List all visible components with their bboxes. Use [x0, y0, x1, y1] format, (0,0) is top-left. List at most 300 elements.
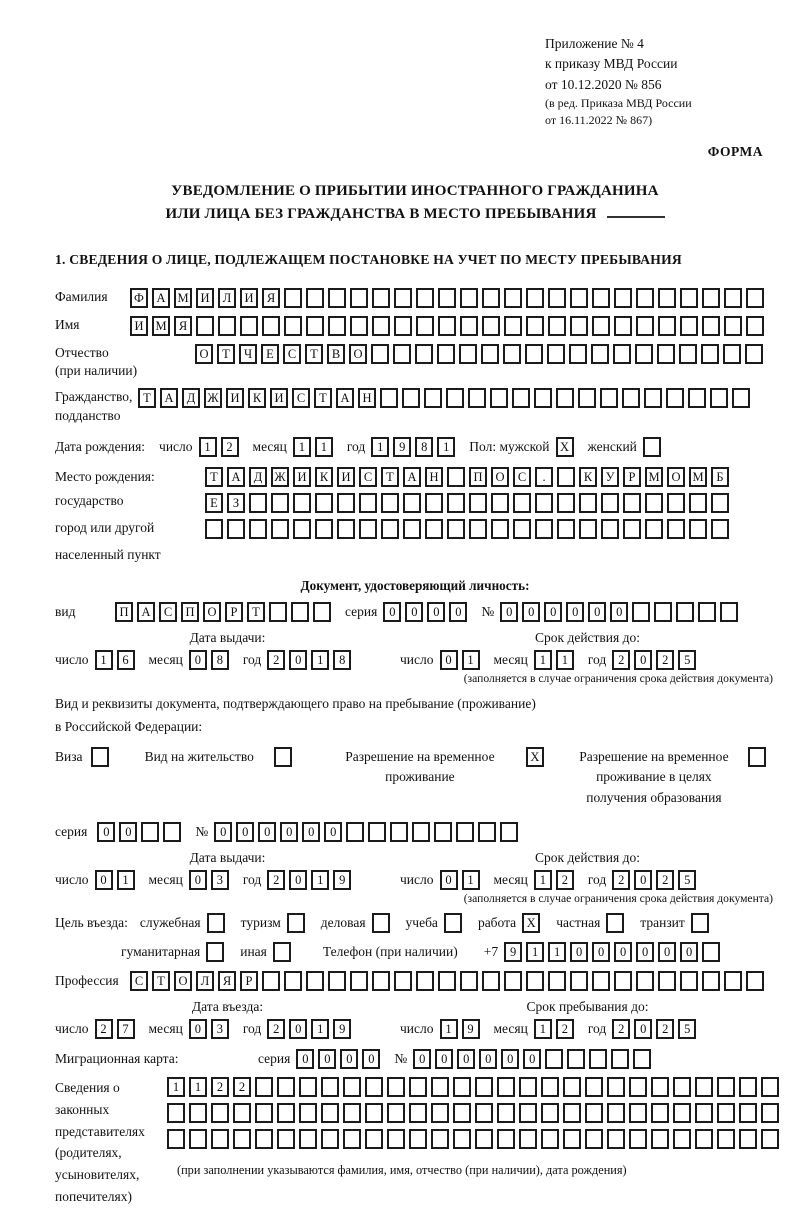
form-cell[interactable] [359, 493, 377, 513]
form-cell[interactable] [491, 519, 509, 539]
form-cell[interactable]: 0 [296, 1049, 314, 1069]
form-cell[interactable] [658, 971, 676, 991]
form-cell[interactable] [337, 493, 355, 513]
form-cell[interactable] [346, 822, 364, 842]
form-cell[interactable] [227, 519, 245, 539]
form-cell[interactable] [287, 913, 305, 933]
form-cell[interactable] [453, 1103, 471, 1123]
form-cell[interactable] [372, 316, 390, 336]
form-cell[interactable] [211, 1129, 229, 1149]
form-cell[interactable] [689, 493, 707, 513]
form-cell[interactable]: О [491, 467, 509, 487]
form-cell[interactable] [390, 822, 408, 842]
form-cell[interactable] [563, 1077, 581, 1097]
form-cell[interactable]: 0 [658, 942, 676, 962]
form-cell[interactable] [636, 971, 654, 991]
form-cell[interactable] [478, 822, 496, 842]
form-cell[interactable]: 1 [534, 650, 552, 670]
form-cell[interactable] [365, 1129, 383, 1149]
form-cell[interactable]: 1 [189, 1077, 207, 1097]
form-cell[interactable] [497, 1129, 515, 1149]
form-cell[interactable] [387, 1077, 405, 1097]
form-cell[interactable] [570, 971, 588, 991]
form-cell[interactable] [415, 344, 433, 364]
form-cell[interactable] [607, 1103, 625, 1123]
form-cell[interactable] [739, 1129, 757, 1149]
form-cell[interactable] [513, 519, 531, 539]
form-cell[interactable] [218, 316, 236, 336]
form-cell[interactable] [657, 344, 675, 364]
form-cell[interactable] [337, 519, 355, 539]
form-cell[interactable]: Р [240, 971, 258, 991]
form-cell[interactable] [563, 1103, 581, 1123]
form-cell[interactable]: И [226, 388, 244, 408]
form-cell[interactable] [739, 1077, 757, 1097]
form-cell[interactable]: 0 [318, 1049, 336, 1069]
form-cell[interactable] [724, 288, 742, 308]
form-cell[interactable] [274, 747, 292, 767]
form-cell[interactable] [321, 1129, 339, 1149]
form-cell[interactable] [614, 288, 632, 308]
form-cell[interactable]: 0 [289, 1019, 307, 1039]
form-cell[interactable]: 0 [479, 1049, 497, 1069]
form-cell[interactable] [469, 493, 487, 513]
form-cell[interactable]: Д [249, 467, 267, 487]
form-cell[interactable]: Р [225, 602, 243, 622]
form-cell[interactable]: К [248, 388, 266, 408]
form-cell[interactable]: 5 [678, 1019, 696, 1039]
form-cell[interactable]: 1 [293, 437, 311, 457]
form-cell[interactable]: 0 [405, 602, 423, 622]
form-cell[interactable] [548, 288, 566, 308]
form-cell[interactable] [613, 344, 631, 364]
form-cell[interactable] [313, 602, 331, 622]
form-cell[interactable] [717, 1077, 735, 1097]
form-cell[interactable] [633, 1049, 651, 1069]
form-cell[interactable] [315, 493, 333, 513]
form-cell[interactable] [658, 288, 676, 308]
form-cell[interactable]: 0 [214, 822, 232, 842]
form-cell[interactable]: 0 [570, 942, 588, 962]
form-cell[interactable]: 6 [117, 650, 135, 670]
form-cell[interactable]: У [601, 467, 619, 487]
form-cell[interactable] [444, 913, 462, 933]
form-cell[interactable] [271, 519, 289, 539]
form-cell[interactable] [545, 1049, 563, 1069]
form-cell[interactable] [673, 1077, 691, 1097]
form-cell[interactable]: Е [205, 493, 223, 513]
form-cell[interactable] [189, 1129, 207, 1149]
form-cell[interactable]: 2 [656, 1019, 674, 1039]
form-cell[interactable] [233, 1129, 251, 1149]
form-cell[interactable] [636, 288, 654, 308]
form-cell[interactable] [614, 971, 632, 991]
form-cell[interactable]: И [240, 288, 258, 308]
form-cell[interactable] [651, 1103, 669, 1123]
form-cell[interactable] [481, 344, 499, 364]
form-cell[interactable]: 0 [636, 942, 654, 962]
form-cell[interactable] [393, 344, 411, 364]
form-cell[interactable]: 1 [534, 870, 552, 890]
form-cell[interactable] [698, 602, 716, 622]
form-cell[interactable]: Т [305, 344, 323, 364]
form-cell[interactable] [601, 519, 619, 539]
form-cell[interactable]: А [336, 388, 354, 408]
form-cell[interactable] [240, 316, 258, 336]
form-cell[interactable]: 2 [612, 650, 630, 670]
form-cell[interactable]: 9 [333, 1019, 351, 1039]
form-cell[interactable]: М [645, 467, 663, 487]
form-cell[interactable] [425, 519, 443, 539]
form-cell[interactable] [504, 971, 522, 991]
form-cell[interactable] [500, 822, 518, 842]
form-cell[interactable]: А [152, 288, 170, 308]
form-cell[interactable]: 8 [211, 650, 229, 670]
form-cell[interactable] [249, 493, 267, 513]
form-cell[interactable] [438, 316, 456, 336]
form-cell[interactable] [592, 316, 610, 336]
form-cell[interactable] [328, 971, 346, 991]
form-cell[interactable] [600, 388, 618, 408]
form-cell[interactable]: 0 [189, 650, 207, 670]
form-cell[interactable] [585, 1103, 603, 1123]
form-cell[interactable]: 0 [523, 1049, 541, 1069]
form-cell[interactable] [651, 1129, 669, 1149]
form-cell[interactable] [607, 1077, 625, 1097]
form-cell[interactable]: Т [138, 388, 156, 408]
form-cell[interactable] [460, 971, 478, 991]
form-cell[interactable] [365, 1077, 383, 1097]
form-cell[interactable]: Л [218, 288, 236, 308]
form-cell[interactable]: 0 [302, 822, 320, 842]
form-cell[interactable] [526, 316, 544, 336]
form-cell[interactable]: 1 [95, 650, 113, 670]
form-cell[interactable] [748, 747, 766, 767]
form-cell[interactable] [592, 288, 610, 308]
form-cell[interactable] [702, 942, 720, 962]
form-cell[interactable]: О [203, 602, 221, 622]
form-cell[interactable]: 2 [656, 870, 674, 890]
form-cell[interactable] [504, 316, 522, 336]
form-cell[interactable] [557, 493, 575, 513]
form-cell[interactable]: 1 [311, 1019, 329, 1039]
form-cell[interactable] [541, 1129, 559, 1149]
form-cell[interactable] [482, 971, 500, 991]
form-cell[interactable] [611, 1049, 629, 1069]
form-cell[interactable] [632, 602, 650, 622]
form-cell[interactable]: О [667, 467, 685, 487]
form-cell[interactable] [720, 602, 738, 622]
form-cell[interactable]: П [115, 602, 133, 622]
form-cell[interactable] [666, 388, 684, 408]
form-cell[interactable]: 8 [333, 650, 351, 670]
form-cell[interactable] [497, 1103, 515, 1123]
form-cell[interactable]: 0 [383, 602, 401, 622]
form-cell[interactable] [372, 913, 390, 933]
form-cell[interactable] [710, 388, 728, 408]
form-cell[interactable] [468, 388, 486, 408]
form-cell[interactable] [206, 942, 224, 962]
form-cell[interactable]: 1 [199, 437, 217, 457]
form-cell[interactable] [761, 1129, 779, 1149]
form-cell[interactable]: 0 [280, 822, 298, 842]
form-cell[interactable]: М [152, 316, 170, 336]
form-cell[interactable] [277, 1077, 295, 1097]
form-cell[interactable] [431, 1129, 449, 1149]
form-cell[interactable]: 0 [236, 822, 254, 842]
form-cell[interactable] [667, 493, 685, 513]
form-cell[interactable]: 0 [95, 870, 113, 890]
form-cell[interactable] [526, 288, 544, 308]
form-cell[interactable] [456, 822, 474, 842]
form-cell[interactable] [368, 822, 386, 842]
form-cell[interactable] [306, 288, 324, 308]
form-cell[interactable] [680, 316, 698, 336]
form-cell[interactable]: С [130, 971, 148, 991]
form-cell[interactable]: С [159, 602, 177, 622]
form-cell[interactable] [189, 1103, 207, 1123]
form-cell[interactable] [365, 1103, 383, 1123]
form-cell[interactable]: 0 [258, 822, 276, 842]
form-cell[interactable]: 0 [440, 650, 458, 670]
form-cell[interactable]: 2 [267, 650, 285, 670]
form-cell[interactable] [761, 1103, 779, 1123]
form-cell[interactable]: 0 [544, 602, 562, 622]
form-cell[interactable]: 0 [680, 942, 698, 962]
form-cell[interactable] [525, 344, 543, 364]
form-cell[interactable] [591, 344, 609, 364]
form-cell[interactable] [273, 942, 291, 962]
form-cell[interactable]: 1 [437, 437, 455, 457]
form-cell[interactable]: Д [182, 388, 200, 408]
form-cell[interactable] [196, 316, 214, 336]
form-cell[interactable] [636, 316, 654, 336]
form-cell[interactable] [592, 971, 610, 991]
form-cell[interactable] [343, 1129, 361, 1149]
form-cell[interactable] [293, 519, 311, 539]
form-cell[interactable] [570, 288, 588, 308]
form-cell[interactable] [680, 971, 698, 991]
form-cell[interactable] [394, 971, 412, 991]
form-cell[interactable] [409, 1103, 427, 1123]
form-cell[interactable] [434, 822, 452, 842]
form-cell[interactable] [503, 344, 521, 364]
form-cell[interactable] [519, 1129, 537, 1149]
form-cell[interactable]: 0 [427, 602, 445, 622]
form-cell[interactable]: А [227, 467, 245, 487]
form-cell[interactable] [460, 288, 478, 308]
form-cell[interactable] [460, 316, 478, 336]
form-cell[interactable] [255, 1103, 273, 1123]
form-cell[interactable] [629, 1103, 647, 1123]
form-cell[interactable]: П [181, 602, 199, 622]
form-cell[interactable] [262, 316, 280, 336]
form-cell[interactable] [695, 1103, 713, 1123]
form-cell[interactable] [556, 388, 574, 408]
form-cell[interactable] [482, 288, 500, 308]
form-cell[interactable] [371, 344, 389, 364]
form-cell[interactable] [623, 519, 641, 539]
form-cell[interactable] [431, 1077, 449, 1097]
form-cell[interactable]: 5 [678, 650, 696, 670]
form-cell[interactable]: Н [358, 388, 376, 408]
form-cell[interactable]: М [689, 467, 707, 487]
form-cell[interactable]: 0 [501, 1049, 519, 1069]
form-cell[interactable] [513, 493, 531, 513]
form-cell[interactable] [739, 1103, 757, 1123]
form-cell[interactable] [679, 344, 697, 364]
form-cell[interactable]: 2 [556, 1019, 574, 1039]
form-cell[interactable] [658, 316, 676, 336]
form-cell[interactable]: С [513, 467, 531, 487]
form-cell[interactable] [695, 1077, 713, 1097]
form-cell[interactable]: Л [196, 971, 214, 991]
form-cell[interactable] [453, 1077, 471, 1097]
form-cell[interactable] [673, 1129, 691, 1149]
form-cell[interactable]: Н [425, 467, 443, 487]
form-cell[interactable]: 0 [324, 822, 342, 842]
form-cell[interactable] [567, 1049, 585, 1069]
form-cell[interactable] [601, 493, 619, 513]
form-cell[interactable] [645, 493, 663, 513]
form-cell[interactable]: 2 [267, 1019, 285, 1039]
form-cell[interactable]: X [556, 437, 574, 457]
form-cell[interactable] [409, 1129, 427, 1149]
form-cell[interactable]: 1 [440, 1019, 458, 1039]
form-cell[interactable] [723, 344, 741, 364]
form-cell[interactable]: 8 [415, 437, 433, 457]
form-cell[interactable]: X [522, 913, 540, 933]
form-cell[interactable]: 1 [311, 650, 329, 670]
form-cell[interactable] [607, 1129, 625, 1149]
form-cell[interactable] [387, 1103, 405, 1123]
form-cell[interactable]: Т [152, 971, 170, 991]
form-cell[interactable] [425, 493, 443, 513]
form-cell[interactable] [438, 288, 456, 308]
form-cell[interactable] [284, 971, 302, 991]
form-cell[interactable] [519, 1077, 537, 1097]
form-cell[interactable]: Ж [271, 467, 289, 487]
form-cell[interactable] [579, 519, 597, 539]
form-cell[interactable]: 2 [211, 1077, 229, 1097]
form-cell[interactable]: 9 [333, 870, 351, 890]
form-cell[interactable] [350, 288, 368, 308]
form-cell[interactable]: 0 [634, 870, 652, 890]
form-cell[interactable]: 9 [393, 437, 411, 457]
form-cell[interactable] [535, 493, 553, 513]
form-cell[interactable] [490, 388, 508, 408]
form-cell[interactable] [453, 1129, 471, 1149]
form-cell[interactable]: 0 [566, 602, 584, 622]
form-cell[interactable] [526, 971, 544, 991]
form-cell[interactable] [497, 1077, 515, 1097]
form-cell[interactable] [578, 388, 596, 408]
form-cell[interactable] [321, 1103, 339, 1123]
form-cell[interactable] [284, 316, 302, 336]
form-cell[interactable] [394, 316, 412, 336]
form-cell[interactable]: 1 [167, 1077, 185, 1097]
form-cell[interactable] [579, 493, 597, 513]
form-cell[interactable]: А [160, 388, 178, 408]
form-cell[interactable]: 0 [189, 870, 207, 890]
form-cell[interactable]: 1 [117, 870, 135, 890]
form-cell[interactable] [284, 288, 302, 308]
form-cell[interactable]: Т [381, 467, 399, 487]
form-cell[interactable]: А [403, 467, 421, 487]
form-cell[interactable] [381, 493, 399, 513]
form-cell[interactable]: 0 [340, 1049, 358, 1069]
form-cell[interactable] [412, 822, 430, 842]
form-cell[interactable]: 0 [119, 822, 137, 842]
form-cell[interactable] [409, 1077, 427, 1097]
form-cell[interactable]: 0 [289, 650, 307, 670]
form-cell[interactable] [654, 602, 672, 622]
form-cell[interactable] [475, 1129, 493, 1149]
form-cell[interactable] [372, 288, 390, 308]
form-cell[interactable] [673, 1103, 691, 1123]
form-cell[interactable] [328, 288, 346, 308]
form-cell[interactable] [745, 344, 763, 364]
form-cell[interactable]: Я [218, 971, 236, 991]
form-cell[interactable] [416, 288, 434, 308]
form-cell[interactable]: 0 [440, 870, 458, 890]
form-cell[interactable]: С [283, 344, 301, 364]
form-cell[interactable] [459, 344, 477, 364]
form-cell[interactable] [249, 519, 267, 539]
form-cell[interactable] [207, 913, 225, 933]
form-cell[interactable]: Б [711, 467, 729, 487]
form-cell[interactable]: 9 [504, 942, 522, 962]
form-cell[interactable] [711, 519, 729, 539]
form-cell[interactable] [541, 1103, 559, 1123]
form-cell[interactable] [416, 971, 434, 991]
form-cell[interactable] [205, 519, 223, 539]
form-cell[interactable] [306, 971, 324, 991]
form-cell[interactable] [548, 316, 566, 336]
form-cell[interactable] [695, 1129, 713, 1149]
form-cell[interactable] [711, 493, 729, 513]
form-cell[interactable] [350, 316, 368, 336]
form-cell[interactable]: 2 [233, 1077, 251, 1097]
form-cell[interactable]: Ч [239, 344, 257, 364]
form-cell[interactable]: 0 [610, 602, 628, 622]
form-cell[interactable] [293, 493, 311, 513]
form-cell[interactable] [343, 1103, 361, 1123]
form-cell[interactable]: 0 [522, 602, 540, 622]
form-cell[interactable] [635, 344, 653, 364]
form-cell[interactable] [702, 316, 720, 336]
form-cell[interactable] [424, 388, 442, 408]
form-cell[interactable] [447, 467, 465, 487]
form-cell[interactable] [469, 519, 487, 539]
form-cell[interactable] [343, 1077, 361, 1097]
form-cell[interactable]: 2 [221, 437, 239, 457]
form-cell[interactable] [746, 288, 764, 308]
form-cell[interactable] [614, 316, 632, 336]
form-cell[interactable] [701, 344, 719, 364]
form-cell[interactable]: 1 [556, 650, 574, 670]
form-cell[interactable] [291, 602, 309, 622]
form-cell[interactable] [299, 1129, 317, 1149]
form-cell[interactable]: 0 [588, 602, 606, 622]
form-cell[interactable] [761, 1077, 779, 1097]
form-cell[interactable] [255, 1129, 273, 1149]
form-cell[interactable] [702, 288, 720, 308]
form-cell[interactable] [262, 971, 280, 991]
form-cell[interactable] [387, 1129, 405, 1149]
form-cell[interactable]: И [196, 288, 214, 308]
form-cell[interactable]: Р [623, 467, 641, 487]
